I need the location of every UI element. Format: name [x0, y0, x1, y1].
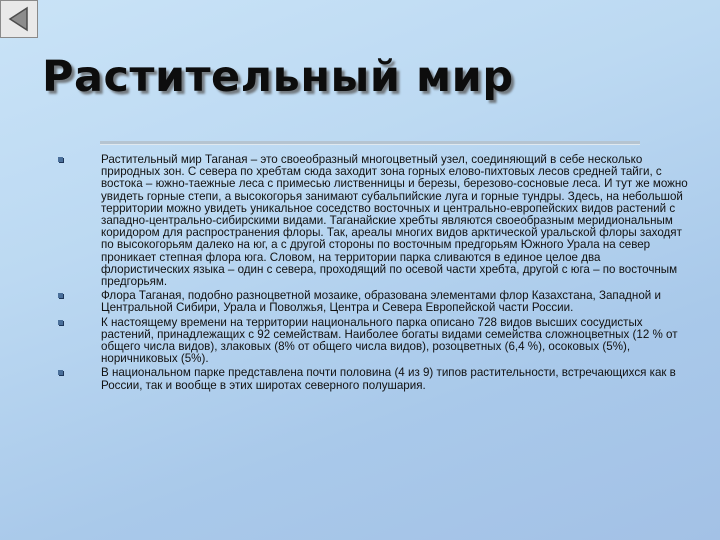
- square-bullet-icon: [58, 293, 63, 298]
- title-divider: [100, 141, 640, 144]
- square-bullet-icon: [58, 370, 63, 375]
- bullet-item: [58, 317, 690, 366]
- square-bullet-icon: [58, 157, 63, 162]
- bullet-item: [58, 367, 690, 391]
- bullet-item: [58, 154, 690, 288]
- slide-title: Растительный мир: [42, 52, 514, 102]
- bullet-list: [58, 154, 690, 392]
- bullet-text: В национальном парке представлена почти половина (4 из 9) типов растительности, встречающихся как в России, так и вообще в этих широтах северного полушария.: [101, 366, 676, 392]
- square-bullet-icon: [58, 320, 63, 325]
- bullet-text: Флора Таганая, подобно разноцветной мозаике, образована элементами флор Казахстана, Западной и Центральной Сибири, Урала и Поволжья, Центра и Севера Европейской части России.: [101, 289, 661, 315]
- back-triangle-icon: [7, 6, 31, 32]
- back-button[interactable]: [0, 0, 38, 38]
- bullet-text: К настоящему времени на территории национального парка описано 728 видов высших сосудистых растений, принадлежащих с 92 семействам. Наиболее богаты видами семейства сложноцветных (12 % от общего числа видов), злаковых (8% от общего числа видов), розоцветных (6,4 %), осоковых (5%), норичниковых (5%).: [101, 315, 678, 366]
- bullet-text: Растительный мир Таганая – это своеобразный многоцветный узел, соединяющий в себе несколько природных зон. С севера по хребтам сюда заходит зона горных елово-пихтовых лесов средней тайги, с востока – южно-таежные леса с примесью лиственницы и березы, березово-сосновые леса. И тут же можно увидеть горные степи, а высокогорья занимают субальпийские луга и горные тундры. Здесь, на небольшой территории можно увидеть уникальное соседство восточных и центрально-европейских видов растений с западно-центрально-сибирскими видами. Таганайские хребты являются своеобразным меридиональным коридором для распространения флоры. Так, ареалы многих видов арктической уральской флоры заходят по высокогорьям далеко на юг, а с другой стороны по восточным предгорьям Южного Урала на север проникает степная флора юга. Словом, на территории парка сливаются в единое целое два флористических языка – один с севера, проходящий по осевой части хребта, другой с юга – по восточным предгорьям.: [101, 153, 688, 289]
- bullet-item: [58, 290, 690, 314]
